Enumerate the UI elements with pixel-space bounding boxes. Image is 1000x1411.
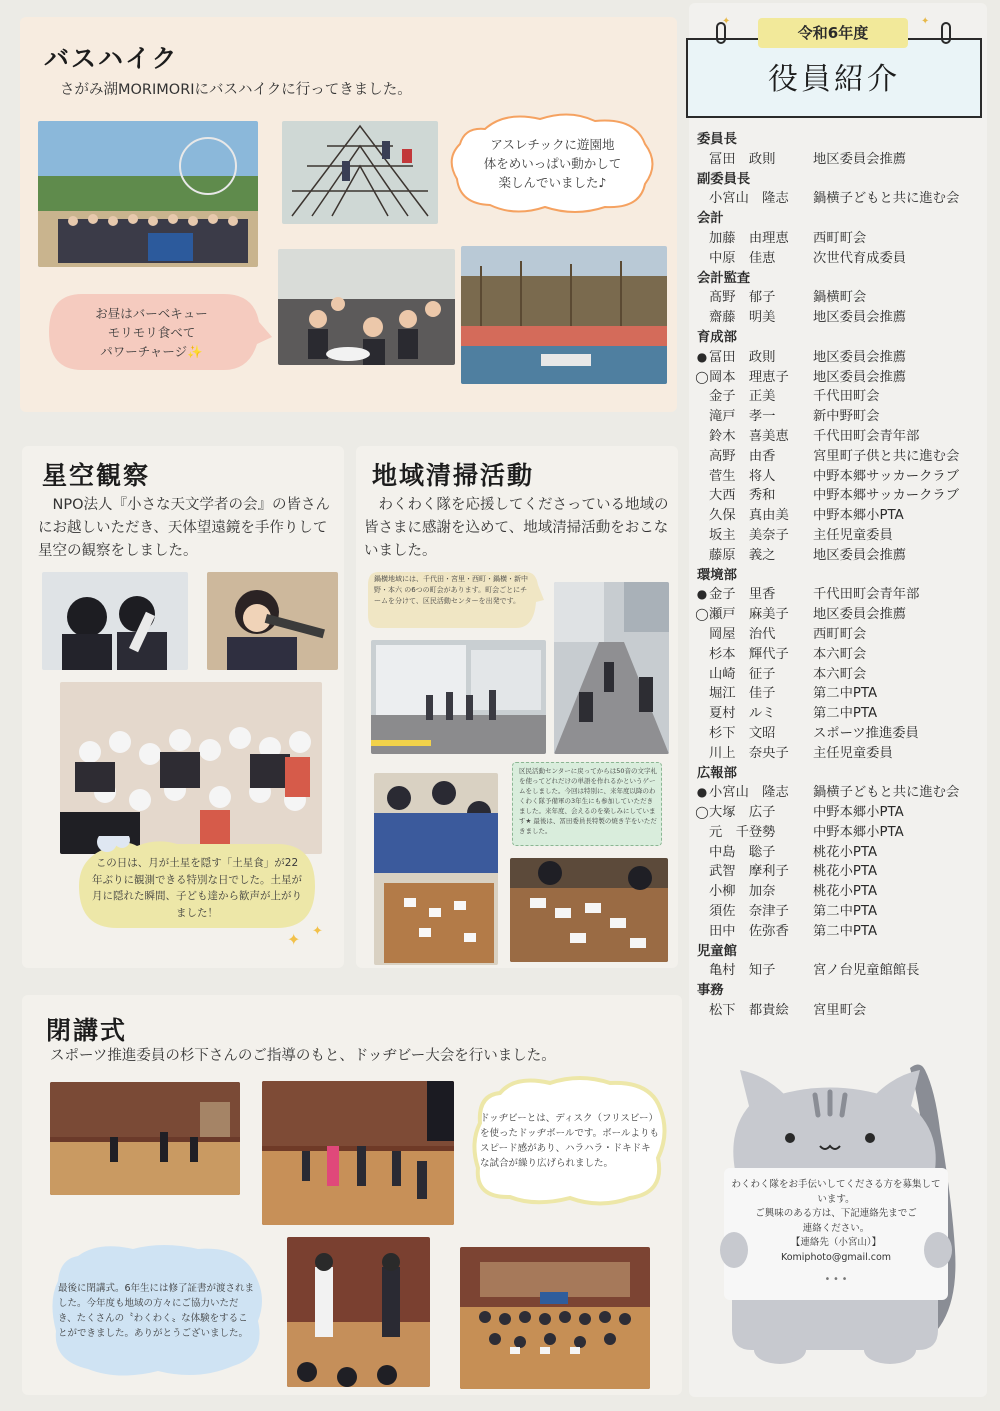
member-affiliation: 中野本郷サッカークラブ — [813, 488, 959, 504]
roster-title: 役員紹介 — [768, 62, 900, 97]
role-mark — [695, 150, 709, 170]
member-affiliation: 地区委員会推薦 — [813, 349, 907, 365]
member-affiliation: 宮ノ台児童館館長 — [813, 963, 920, 979]
roster-member-row — [695, 467, 985, 487]
role-mark: ● — [696, 349, 708, 364]
roster-member-row — [695, 902, 985, 922]
member-affiliation: 桃花小PTA — [813, 864, 878, 880]
cleanup-start-photo — [371, 640, 546, 754]
cleanup-card-game-photo-2 — [510, 858, 668, 962]
roster-member-row — [695, 862, 985, 882]
member-name: 中原 佳恵 — [709, 250, 776, 266]
stargazing-title: 星空観察 — [42, 461, 151, 490]
roster-member-row — [695, 189, 985, 209]
role-mark: ◯ — [695, 805, 709, 820]
member-affiliation: 宮里町会 — [813, 1003, 867, 1019]
role-mark — [695, 862, 709, 882]
member-affiliation: 本六町会 — [813, 666, 867, 682]
role-mark — [695, 308, 709, 328]
roster-member-row — [695, 427, 985, 447]
ring-icon — [941, 22, 951, 44]
roster-member-row — [695, 249, 985, 269]
roster-member-row — [695, 783, 985, 803]
roster-section-title: 会計 — [697, 211, 724, 227]
athletic-bubble-line3: 楽しんでいました♪ — [498, 174, 607, 190]
roster-member-row — [695, 150, 985, 170]
roster-member-row — [695, 704, 985, 724]
recruit-line2: ご興味のある方は、下記連絡先までご連絡ください。 — [755, 1208, 917, 1234]
role-mark — [695, 665, 709, 685]
sparkle-icon: ✦ — [722, 16, 731, 27]
member-affiliation: 新中野町会 — [813, 409, 880, 425]
cleanup-note-bubble-2 — [512, 762, 662, 846]
recruit-email[interactable]: Komiphoto@gmail.com — [780, 1251, 892, 1263]
member-name: 松下 都貴絵 — [709, 1003, 789, 1019]
cleanup-lead: わくわく隊を応援してくださっている地域の皆さまに感謝を込めて、地域清掃活動をおこないました。 — [364, 497, 669, 559]
roster-member-row — [695, 645, 985, 665]
role-mark: ● — [696, 785, 708, 800]
member-affiliation: 桃花小PTA — [813, 884, 878, 900]
role-mark — [695, 506, 709, 526]
member-affiliation: 地区委員会推薦 — [813, 310, 907, 326]
recruit-cat-card — [710, 1050, 970, 1370]
roster-member-row — [695, 823, 985, 843]
member-affiliation: 地区委員会推薦 — [813, 547, 907, 563]
roster-member-row — [695, 447, 985, 467]
role-mark — [695, 526, 709, 546]
roster-member-row — [695, 526, 985, 546]
closing-panel — [22, 995, 682, 1395]
member-affiliation: 中野本郷小PTA — [813, 508, 904, 524]
cleanup-panel — [356, 446, 678, 968]
member-affiliation: 地区委員会推薦 — [813, 151, 907, 167]
roster-member-row — [695, 546, 985, 566]
cleanup-street-photo — [554, 582, 669, 754]
roster-member-row — [695, 308, 985, 328]
member-affiliation: 千代田町会青年部 — [813, 587, 920, 603]
member-name: 瀬戸 麻美子 — [709, 607, 789, 623]
member-affiliation: 千代田町会 — [813, 389, 880, 405]
member-name: 夏村 ルミ — [709, 706, 776, 722]
member-name: 川上 奈央子 — [709, 745, 789, 761]
roster-member-row — [695, 288, 985, 308]
lunch-bubble-line3: パワーチャージ✨ — [100, 343, 203, 359]
role-mark — [695, 744, 709, 764]
closing-certificate-photo — [287, 1237, 430, 1387]
role-mark — [695, 823, 709, 843]
member-affiliation: 第二中PTA — [813, 904, 878, 920]
roster-section-title: 副委員長 — [697, 171, 751, 187]
dodgebee-bubble — [470, 1073, 670, 1209]
cleanup-note-text-2: 区民活動センターに戻ってからは50音の文字札を使ってどれだけの単語を作れるかというゲームをしました。今回は特別に、来年度以降のわくわく隊予備軍の3年生にも参加していただきました。来年度、会えるのを楽しみにしています★ 最後は、冨田委員長特製の焼き芋をいただきました。 — [519, 767, 658, 835]
cleanup-note-bubble-1 — [366, 570, 544, 632]
member-name: 冨田 政則 — [709, 151, 776, 167]
role-mark — [695, 546, 709, 566]
member-name: 田中 佐弥香 — [709, 923, 789, 939]
member-name: 小柳 加奈 — [709, 884, 776, 900]
roster-member-row — [695, 1001, 985, 1021]
member-affiliation: 宮里町子供と共に進む会 — [813, 448, 960, 464]
member-name: 岡屋 治代 — [709, 626, 776, 642]
member-name: 山崎 征子 — [709, 666, 776, 682]
roster-list — [695, 130, 985, 1021]
lunch-bubble-line2: モリモリ食べて — [107, 324, 196, 340]
recruit-contact-label: 【連絡先（小宮山）】 — [790, 1237, 882, 1248]
role-mark — [695, 427, 709, 447]
member-affiliation: 本六町会 — [813, 646, 867, 662]
roster-member-row — [695, 665, 985, 685]
closing-group-photo — [460, 1247, 650, 1389]
roster-section-title: 環境部 — [697, 567, 737, 583]
role-mark — [695, 249, 709, 269]
roster-year-tab: 令和6年度 — [797, 24, 869, 42]
roster-member-row — [695, 407, 985, 427]
member-name: 髙野 郁子 — [709, 290, 776, 306]
sparkle-icon: ✦ — [312, 924, 323, 939]
role-mark — [695, 882, 709, 902]
closing-lead: スポーツ推進委員の杉下さんのご指導のもと、ドッヂビー大会を行いました。 — [50, 1048, 556, 1064]
member-affiliation: スポーツ推進委員 — [813, 725, 919, 741]
role-mark — [695, 486, 709, 506]
roster-section-title: 会計監査 — [697, 270, 751, 286]
recruit-text — [724, 1178, 948, 1288]
member-affiliation: 第二中PTA — [813, 923, 878, 939]
member-name: 中島 聡子 — [709, 844, 776, 860]
member-affiliation: 西町町会 — [813, 626, 867, 642]
roster-member-row — [695, 605, 985, 625]
member-name: 岡本 理恵子 — [709, 369, 789, 385]
roster-member-row — [695, 387, 985, 407]
roster-member-row — [695, 744, 985, 764]
member-name: 滝戸 孝一 — [709, 409, 776, 425]
role-mark — [695, 843, 709, 863]
role-mark — [695, 684, 709, 704]
member-name: 杉下 文昭 — [709, 725, 776, 741]
member-affiliation: 地区委員会推薦 — [813, 607, 907, 623]
roster-section-title: 広報部 — [697, 765, 737, 781]
roster-member-row — [695, 348, 985, 368]
cleanup-card-game-photo-1 — [374, 773, 498, 965]
roster-member-row — [695, 625, 985, 645]
member-affiliation: 第二中PTA — [813, 686, 878, 702]
saturn-note-bubble — [77, 836, 317, 936]
member-affiliation: 鍋横子どもと共に進む会 — [813, 785, 960, 801]
stargazing-panel — [22, 446, 344, 968]
member-affiliation: 西町町会 — [813, 230, 867, 246]
member-name: 菅生 将人 — [709, 468, 776, 484]
member-name: 藤原 義之 — [709, 547, 776, 563]
member-name: 加藤 由理恵 — [709, 230, 789, 246]
stargazing-telescope-photo-1 — [42, 572, 188, 670]
member-name: 齋藤 明美 — [709, 310, 776, 326]
member-name: 大西 秀和 — [709, 488, 776, 504]
cleanup-title: 地域清掃活動 — [372, 461, 535, 490]
member-name: 金子 里香 — [709, 587, 776, 603]
roster-member-row — [695, 368, 985, 388]
role-mark — [695, 645, 709, 665]
athletic-bubble-line1: アスレチックに遊園地 — [490, 136, 615, 152]
role-mark — [695, 288, 709, 308]
recruit-dots: • • • — [824, 1274, 848, 1285]
roster-member-row — [695, 803, 985, 823]
roster-section-title: 児童館 — [697, 943, 737, 959]
sparkle-icon: ✦ — [921, 16, 930, 27]
dodgebee-bubble-text: ドッヂビーとは、ディスク（フリスビー）を使ったドッヂボールです。ボールよりもスピード感があり、ハラハラ・ドキドキな試合が繰り広げられました。 — [480, 1113, 659, 1169]
member-name: 高野 由香 — [709, 448, 776, 464]
member-affiliation: 次世代育成委員 — [813, 250, 907, 266]
stargazing-telescope-photo-2 — [207, 572, 338, 670]
role-mark — [695, 407, 709, 427]
role-mark — [695, 229, 709, 249]
bus-hike-group-photo — [38, 121, 258, 267]
closing-title: 閉講式 — [46, 1016, 128, 1045]
bus-hike-playground-photo — [461, 246, 667, 384]
member-name: 元 千登勢 — [709, 824, 776, 840]
member-affiliation: 千代田町会青年部 — [813, 428, 920, 444]
roster-title-sign — [686, 16, 984, 120]
member-affiliation: 桃花小PTA — [813, 844, 878, 860]
roster-member-row — [695, 229, 985, 249]
athletic-bubble-line2: 体をめいっぱい動かして — [483, 155, 622, 171]
athletic-bubble — [445, 109, 660, 217]
member-name: 坂主 美奈子 — [709, 527, 789, 543]
roster-member-row — [695, 724, 985, 744]
role-mark — [695, 704, 709, 724]
role-mark — [695, 724, 709, 744]
roster-section-title: 育成部 — [697, 329, 737, 345]
roster-member-row — [695, 882, 985, 902]
member-name: 堀江 佳子 — [709, 686, 776, 702]
member-affiliation: 地区委員会推薦 — [813, 369, 907, 385]
closing-gym-photo-1 — [50, 1082, 240, 1195]
member-name: 小宮山 隆志 — [709, 785, 789, 801]
bus-hike-barbecue-photo — [278, 249, 455, 365]
role-mark: ◯ — [695, 369, 709, 384]
member-name: 金子 正美 — [709, 389, 776, 405]
role-mark: ◯ — [695, 607, 709, 622]
member-affiliation: 中野本郷サッカークラブ — [813, 468, 959, 484]
roster-member-row — [695, 684, 985, 704]
role-mark — [695, 961, 709, 981]
member-name: 亀村 知子 — [709, 963, 776, 979]
member-affiliation: 中野本郷小PTA — [813, 824, 904, 840]
roster-section-title: 事務 — [697, 983, 724, 999]
bus-hike-panel — [20, 17, 677, 412]
member-name: 大塚 広子 — [709, 805, 776, 821]
role-mark — [695, 467, 709, 487]
member-affiliation: 鍋横子どもと共に進む会 — [813, 191, 960, 207]
roster-member-row — [695, 585, 985, 605]
member-name: 武智 摩利子 — [709, 864, 789, 880]
roster-member-row — [695, 961, 985, 981]
ceremony-bubble-text: 最後に閉講式。6年生には修了証書が渡されました。今年度も地域の方々にご協力いただき、たくさんの〝わくわく〟な体験をすることができました。ありがとうございました。 — [58, 1283, 255, 1339]
member-name: 冨田 政則 — [709, 349, 776, 365]
role-mark — [695, 1001, 709, 1021]
closing-gym-photo-2 — [262, 1081, 454, 1225]
bus-hike-athletic-photo — [282, 121, 438, 224]
role-mark — [695, 447, 709, 467]
recruit-line1: わくわく隊をお手伝いしてくださる方を募集しています。 — [731, 1179, 941, 1205]
sparkle-icon: ✦ — [287, 930, 301, 949]
member-affiliation: 主任児童委員 — [813, 745, 893, 761]
stargazing-lead: NPO法人『小さな天文学者の会』の皆さんにお越しいただき、天体望遠鏡を手作りして星空の観察をしました。 — [38, 497, 331, 559]
role-mark — [695, 922, 709, 942]
cleanup-note-text-1: 鍋横地域には、千代田・宮里・西町・鍋横・新中野・本六 の6つの町会があります。町会ごとにチームを分けて、区民活動センターを出発です。 — [374, 575, 528, 605]
lunch-bubble-line1: お昼はバーベキュー — [95, 305, 208, 321]
saturn-note-text: この日は、月が土星を隠す「土星食」が22年ぶりに観測できる特別な日でした。土星が月に隠れた瞬間、子ども達から歓声が上がりました！ — [92, 857, 302, 919]
role-mark — [695, 189, 709, 209]
member-affiliation: 第二中PTA — [813, 706, 878, 722]
roster-member-row — [695, 922, 985, 942]
bus-hike-title: バスハイク — [44, 44, 179, 73]
member-name: 須佐 奈津子 — [709, 904, 789, 920]
member-name: 久保 真由美 — [709, 508, 789, 524]
bus-hike-lead: さがみ湖MORIMORIにバスハイクに行ってきました。 — [60, 82, 412, 98]
lunch-bubble — [44, 292, 272, 372]
stargazing-group-photo — [60, 682, 322, 854]
roster-section-title: 委員長 — [697, 132, 737, 147]
role-mark — [695, 387, 709, 407]
member-name: 小宮山 隆志 — [709, 191, 789, 207]
ceremony-bubble — [48, 1241, 268, 1381]
member-affiliation: 主任児童委員 — [813, 527, 893, 543]
role-mark: ● — [696, 587, 708, 602]
member-name: 鈴木 喜美恵 — [709, 428, 789, 444]
roster-member-row — [695, 843, 985, 863]
role-mark — [695, 625, 709, 645]
role-mark — [695, 902, 709, 922]
member-affiliation: 中野本郷小PTA — [813, 805, 904, 821]
member-name: 杉本 輝代子 — [709, 646, 789, 662]
roster-member-row — [695, 486, 985, 506]
roster-member-row — [695, 506, 985, 526]
member-affiliation: 鍋横町会 — [813, 290, 867, 306]
